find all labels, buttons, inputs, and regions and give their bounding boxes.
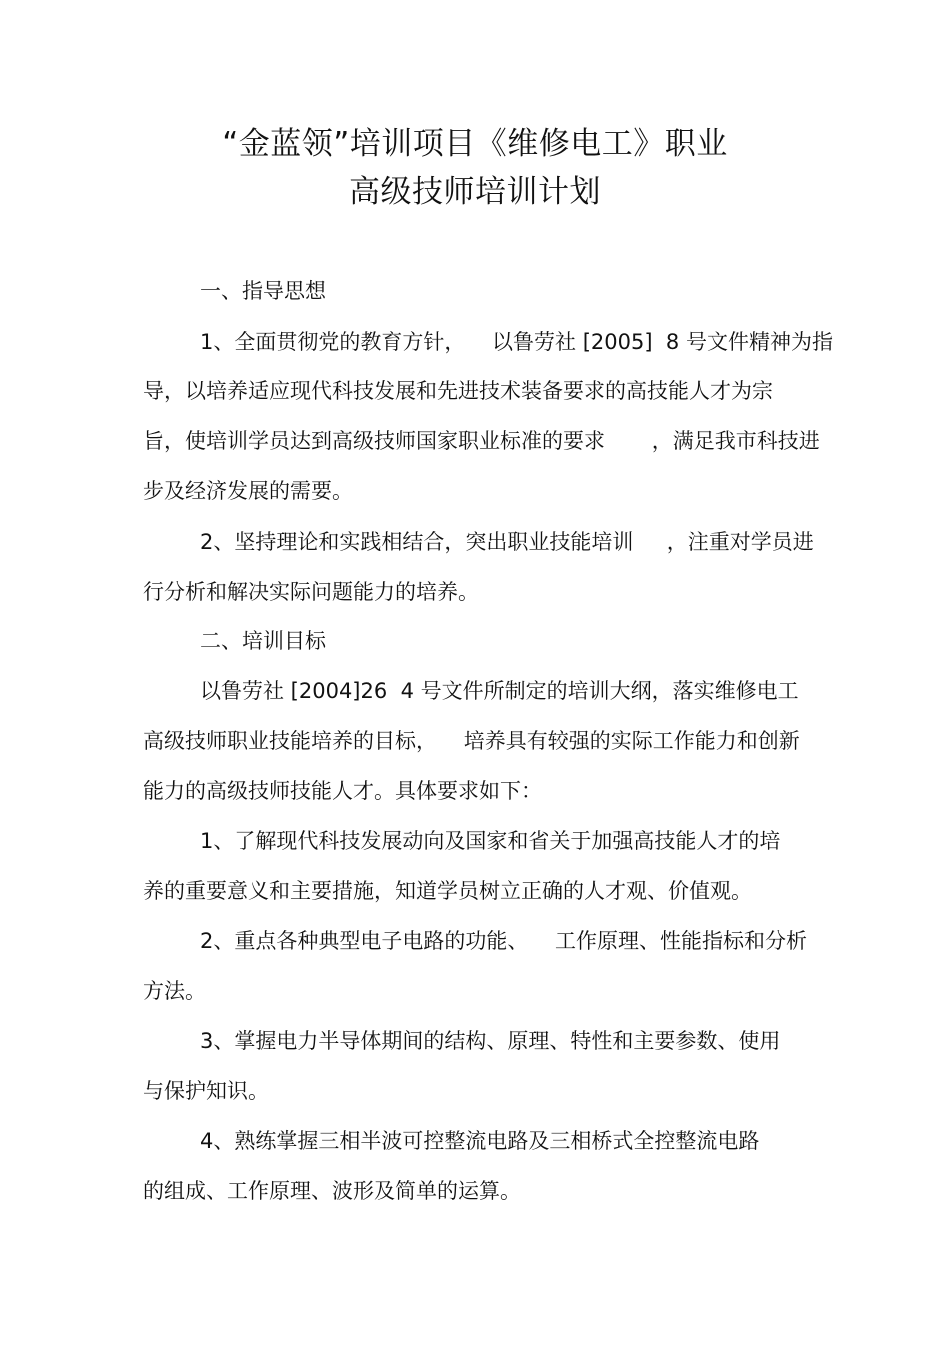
document-title-line-1: “金蓝领”培训项目《维修电工》职业 [222,126,728,162]
paragraph-line: 导，以培养适应现代科技发展和先进技术装备要求的高技能人才为宗 [143,379,773,403]
paragraph-line: 1、了解现代科技发展动向及国家和省关于加强高技能人才的培 [200,829,781,853]
paragraph-line: 高级技师职业技能培养的目标， 培养具有较强的实际工作能力和创新 [143,729,800,753]
paragraph-line: 的组成、工作原理、波形及简单的运算。 [143,1179,521,1203]
paragraph-line: 步及经济发展的需要。 [143,479,353,503]
paragraph-line: 养的重要意义和主要措施，知道学员树立正确的人才观、价值观。 [143,879,752,903]
paragraph-line: 方法。 [143,979,206,1003]
paragraph-line: 能力的高级技师技能人才。具体要求如下： [143,779,542,803]
section-heading-guiding-ideology: 一、指导思想 [200,279,326,303]
paragraph-line: 以鲁劳社 [2004]26 4 号文件所制定的培训大纲，落实维修电工 [200,679,799,703]
section-heading-training-goals: 二、培训目标 [200,629,326,653]
paragraph-line: 1、全面贯彻党的教育方针， 以鲁劳社 [2005] 8 号文件精神为指 [200,330,833,354]
paragraph-line: 4、熟练掌握三相半波可控整流电路及三相桥式全控整流电路 [200,1129,760,1153]
paragraph-line: 2、重点各种典型电子电路的功能、 工作原理、性能指标和分析 [200,929,808,953]
paragraph-line: 行分析和解决实际问题能力的培养。 [143,580,479,604]
paragraph-line: 旨，使培训学员达到高级技师国家职业标准的要求 ，满足我市科技进 [143,429,820,453]
paragraph-line: 3、掌握电力半导体期间的结构、原理、特性和主要参数、使用 [200,1029,781,1053]
paragraph-line: 与保护知识。 [143,1079,269,1103]
document-title-line-2: 高级技师培训计划 [349,174,601,210]
paragraph-line: 2、坚持理论和实践相结合，突出职业技能培训 ，注重对学员进 [200,530,814,554]
